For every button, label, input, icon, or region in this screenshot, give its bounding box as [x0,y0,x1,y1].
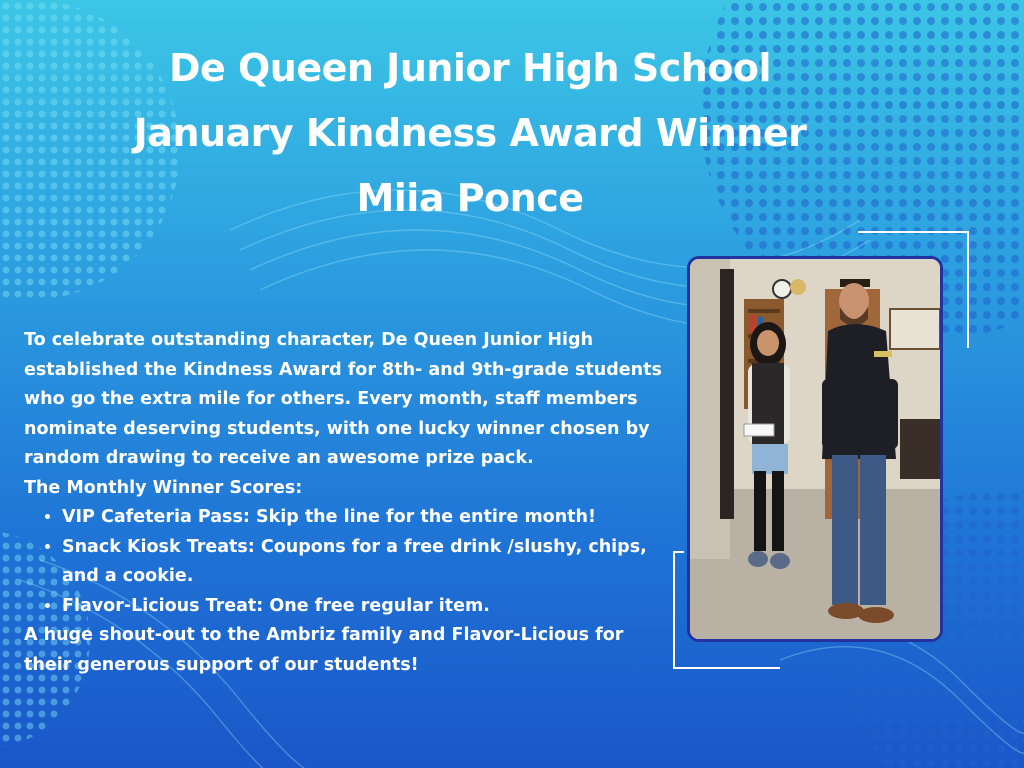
winner-photo [687,256,943,642]
title-award: January Kindness Award Winner [133,111,807,155]
title-school: De Queen Junior High School [168,46,772,90]
prize-item: • Snack Kiosk Treats: Coupons for a free drink /slushy, chips, and a cookie. [62,533,674,592]
prize-item: • VIP Cafeteria Pass: Skip the line for the entire month! [62,503,674,533]
wall-clock-icon [773,280,791,298]
scores-heading: The Monthly Winner Scores: [24,477,303,498]
intro-paragraph: To celebrate outstanding character, De Queen Junior High established the Kindness Award for 8th- and 9th-grade students who go the extra mile for others. Every month, staff members nominate deserving students, with one lucky winner chosen by random drawing to receive an awesome prize pack. [24,330,662,468]
page-title [0,36,940,231]
closing-paragraph: A huge shout-out to the Ambriz family and Flavor-Licious for their generous support of our students! [24,625,624,675]
title-winner-name: Miia Ponce [356,176,584,220]
award-description [24,326,674,680]
prize-list [24,503,674,621]
prize-item: • Flavor-Licious Treat: One free regular item. [62,592,674,622]
